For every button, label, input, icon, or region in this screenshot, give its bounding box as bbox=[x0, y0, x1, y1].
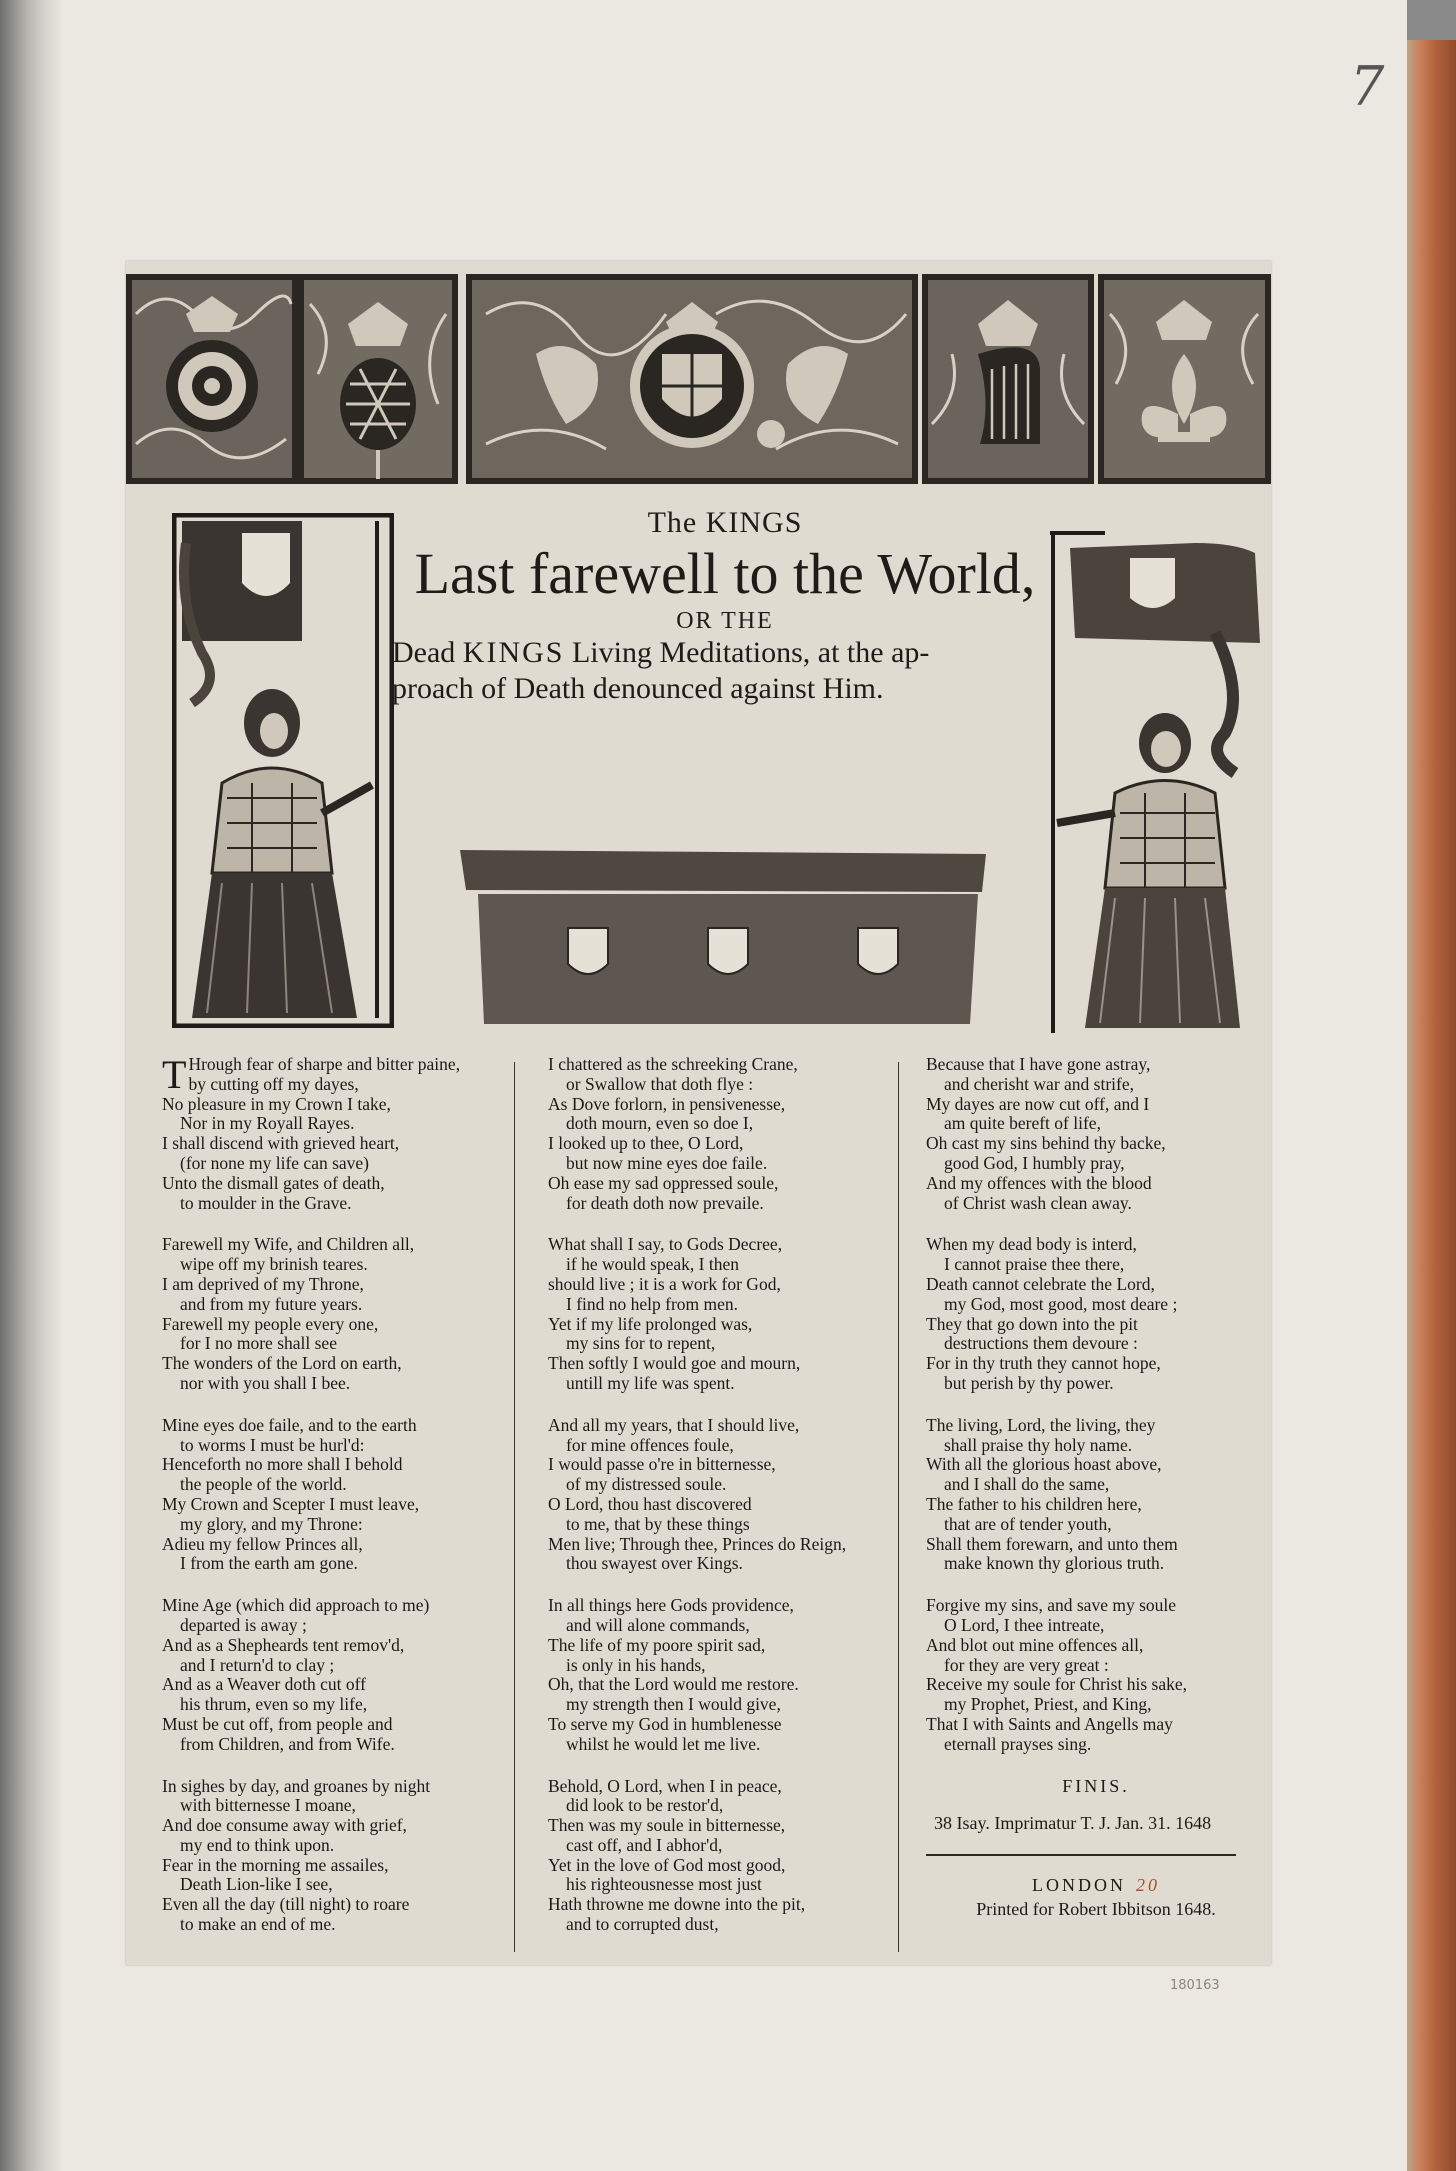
poem-line: I am deprived of my Throne, bbox=[162, 1273, 364, 1294]
poem-line: O Lord, I thee intreate, bbox=[944, 1614, 1105, 1635]
poem-line: but now mine eyes doe faile. bbox=[566, 1152, 768, 1173]
title-line-4-part-c: Living Meditations, at the ap- bbox=[564, 636, 930, 669]
poem-line: Receive my soule for Christ his sake, bbox=[926, 1674, 1187, 1695]
thistle-icon bbox=[298, 274, 458, 484]
poem-line: and cherisht war and strife, bbox=[944, 1073, 1134, 1094]
poem-line: Unto the dismall gates of death, bbox=[162, 1172, 385, 1193]
poem-line: The father to his children here, bbox=[926, 1493, 1142, 1514]
poem-line: my Prophet, Priest, and King, bbox=[944, 1694, 1152, 1715]
poem-line: And blot out mine offences all, bbox=[926, 1634, 1144, 1655]
poem-line: shall praise thy holy name. bbox=[944, 1434, 1133, 1455]
finis: FINIS. bbox=[1062, 1775, 1130, 1796]
poem-line: and I return'd to clay ; bbox=[180, 1654, 335, 1675]
poem-line: With all the glorious hoast above, bbox=[926, 1454, 1162, 1475]
poem-line: by cutting off my dayes, bbox=[188, 1073, 359, 1094]
poem-line: or Swallow that doth flye : bbox=[566, 1073, 754, 1094]
thistle-woodcut bbox=[298, 274, 458, 484]
poem-line: did look to be restor'd, bbox=[566, 1795, 724, 1816]
poem-line: Oh ease my sad oppressed soule, bbox=[548, 1172, 779, 1193]
stanza bbox=[162, 1596, 502, 1754]
poem-column-1 bbox=[162, 1052, 502, 1957]
poem-line: eternall prayses sing. bbox=[944, 1733, 1092, 1754]
poem-line: his righteousnesse most just bbox=[566, 1874, 762, 1895]
poem-line: Men live; Through thee, Princes do Reign, bbox=[548, 1533, 847, 1554]
poem-line: am quite bereft of life, bbox=[944, 1113, 1101, 1134]
stanza bbox=[926, 1416, 1266, 1574]
poem-line: That I with Saints and Angells may bbox=[926, 1713, 1173, 1734]
fleur-de-lis-icon bbox=[1098, 274, 1271, 484]
poem-line: untill my life was spent. bbox=[566, 1372, 735, 1393]
poem-line: In sighes by day, and groanes by night bbox=[162, 1775, 431, 1796]
stanza bbox=[548, 1596, 888, 1754]
shelfmark: 180163 bbox=[1170, 1978, 1220, 1993]
title-line-3: OR THE bbox=[676, 608, 774, 634]
poem-line: my end to think upon. bbox=[180, 1834, 335, 1855]
stanza bbox=[548, 1055, 888, 1213]
poem-line: of my distressed soule. bbox=[566, 1474, 727, 1495]
poem-line: and from my future years. bbox=[180, 1293, 363, 1314]
imprint-place bbox=[926, 1876, 1266, 1896]
poem-column-2 bbox=[548, 1055, 888, 1957]
poem-line: with bitternesse I moane, bbox=[180, 1795, 356, 1816]
title-line-4-kings: KINGS bbox=[462, 636, 565, 669]
poem-line: thou swayest over Kings. bbox=[566, 1553, 743, 1574]
poem-line: is only in his hands, bbox=[566, 1654, 706, 1675]
tudor-rose-icon bbox=[126, 274, 298, 484]
poem-line: My dayes are now cut off, and I bbox=[926, 1093, 1150, 1114]
title-line-5: proach of Death denounced against Him. bbox=[392, 672, 884, 705]
poem-line: O Lord, thou hast discovered bbox=[548, 1493, 752, 1514]
stanza bbox=[162, 1777, 502, 1935]
poem-line: doth mourn, even so doe I, bbox=[566, 1113, 754, 1134]
stanza bbox=[926, 1055, 1266, 1213]
harp-woodcut bbox=[922, 274, 1094, 484]
poem-line: And doe consume away with grief, bbox=[162, 1815, 407, 1836]
poem-line: And my offences with the blood bbox=[926, 1172, 1152, 1193]
poem-line: the people of the world. bbox=[180, 1474, 347, 1495]
right-figure-woodcut bbox=[1045, 523, 1270, 1038]
poem-line: Then was my soule in bitternesse, bbox=[548, 1815, 786, 1836]
poem-line: The life of my poore spirit sad, bbox=[548, 1634, 766, 1655]
column-rule bbox=[514, 1062, 515, 1952]
poem-line: The living, Lord, the living, they bbox=[926, 1414, 1156, 1435]
poem-line: Fear in the morning me assailes, bbox=[162, 1854, 389, 1875]
poem-line: Shall them forewarn, and unto them bbox=[926, 1533, 1178, 1554]
imprimatur: 38 Isay. Imprimatur T. J. Jan. 31. 1648 bbox=[934, 1813, 1212, 1834]
title-line-4-part-a: Dead bbox=[392, 636, 463, 669]
imprint-place-text: LONDON bbox=[1032, 1875, 1126, 1896]
left-figure-woodcut bbox=[172, 513, 394, 1028]
poem-line: Behold, O Lord, when I in peace, bbox=[548, 1775, 782, 1796]
poem-line: Oh cast my sins behind thy backe, bbox=[926, 1133, 1166, 1154]
poem-line: I chattered as the schreeking Crane, bbox=[548, 1054, 798, 1074]
poem-line: if he would speak, I then bbox=[566, 1254, 740, 1275]
poem-line: and to corrupted dust, bbox=[566, 1914, 719, 1935]
poem-line: In all things here Gods providence, bbox=[548, 1595, 794, 1616]
poem-line: They that go down into the pit bbox=[926, 1313, 1138, 1334]
poem-line: to make an end of me. bbox=[180, 1914, 336, 1935]
poem-line: Yet if my life prolonged was, bbox=[548, 1313, 753, 1334]
stanza bbox=[162, 1052, 502, 1213]
poem-line: Hrough fear of sharpe and bitter paine, bbox=[188, 1054, 461, 1074]
pencil-mark: 20 bbox=[1136, 1875, 1160, 1896]
title-line-2: Last farewell to the World, bbox=[414, 541, 1036, 606]
poem-column-3 bbox=[926, 1055, 1266, 1920]
stanza bbox=[548, 1416, 888, 1574]
royal-arms-woodcut bbox=[466, 274, 918, 484]
poem-line: cast off, and I abhor'd, bbox=[566, 1834, 723, 1855]
poem-line: of Christ wash clean away. bbox=[944, 1192, 1132, 1213]
poem-line: Because that I have gone astray, bbox=[926, 1054, 1151, 1074]
coffin-icon bbox=[458, 848, 996, 1026]
poem-line: my sins for to repent, bbox=[566, 1333, 716, 1354]
poem-line: Hath throwne me downe into the pit, bbox=[548, 1894, 806, 1915]
poem-line: make known thy glorious truth. bbox=[944, 1553, 1165, 1574]
stanza bbox=[548, 1777, 888, 1935]
poem-line: my God, most good, most deare ; bbox=[944, 1293, 1178, 1314]
poem-line: to worms I must be hurl'd: bbox=[180, 1434, 365, 1455]
poem-line: I looked up to thee, O Lord, bbox=[548, 1133, 744, 1154]
stanza bbox=[548, 1235, 888, 1393]
poem-line: good God, I humbly pray, bbox=[944, 1152, 1125, 1173]
gilt-fore-edge bbox=[1407, 40, 1456, 2171]
poem-line: destructions them devoure : bbox=[944, 1333, 1138, 1354]
harp-icon bbox=[922, 274, 1094, 484]
column-rule bbox=[898, 1062, 899, 1952]
poem-line: The wonders of the Lord on earth, bbox=[162, 1353, 402, 1374]
poem-line: Mine eyes doe faile, and to the earth bbox=[162, 1414, 417, 1435]
poem-line: from Children, and from Wife. bbox=[180, 1733, 395, 1754]
poem-line: for mine offences foule, bbox=[566, 1434, 734, 1455]
poem-line: And as a Shepheards tent remov'd, bbox=[162, 1634, 405, 1655]
book-spine bbox=[0, 0, 62, 2171]
poem-line: (for none my life can save) bbox=[180, 1152, 370, 1173]
poem-line: As Dove forlorn, in pensivenesse, bbox=[548, 1093, 786, 1114]
poem-line: Farewell my people every one, bbox=[162, 1313, 379, 1334]
poem-line: Even all the day (till night) to roare bbox=[162, 1894, 410, 1915]
folio-number: 7 bbox=[1350, 55, 1385, 118]
poem-line: departed is away ; bbox=[180, 1614, 307, 1635]
standard-bearer-left-icon bbox=[172, 513, 394, 1028]
title-line-4 bbox=[380, 635, 1070, 671]
title-line-1: The KINGS bbox=[647, 506, 803, 539]
poem-line: I shall discend with grieved heart, bbox=[162, 1133, 400, 1154]
fleur-de-lis-woodcut bbox=[1098, 274, 1271, 484]
poem-line: I would passe o're in bitternesse, bbox=[548, 1454, 776, 1475]
poem-line: that are of tender youth, bbox=[944, 1513, 1112, 1534]
poem-line: Death Lion-like I see, bbox=[180, 1874, 333, 1895]
stanza bbox=[162, 1235, 502, 1393]
poem-line: whilst he would let me live. bbox=[566, 1733, 761, 1754]
poem-line: I from the earth am gone. bbox=[180, 1553, 358, 1574]
poem-line: Farewell my Wife, and Children all, bbox=[162, 1234, 415, 1255]
poem-line: Nor in my Royall Rayes. bbox=[180, 1113, 355, 1134]
poem-line: I find no help from men. bbox=[566, 1293, 739, 1314]
broadside-title bbox=[380, 505, 1070, 707]
poem-line: for death doth now prevaile. bbox=[566, 1192, 764, 1213]
drop-cap-initial: T bbox=[162, 1052, 187, 1097]
poem-line: No pleasure in my Crown I take, bbox=[162, 1093, 391, 1114]
poem-line: Oh, that the Lord would me restore. bbox=[548, 1674, 799, 1695]
poem-line: his thrum, even so my life, bbox=[180, 1694, 368, 1715]
poem-line: And as a Weaver doth cut off bbox=[162, 1674, 366, 1695]
poem-line: To serve my God in humblenesse bbox=[548, 1713, 782, 1734]
stanza bbox=[162, 1416, 502, 1574]
colophon-rule bbox=[926, 1854, 1236, 1856]
poem-line: Must be cut off, from people and bbox=[162, 1713, 393, 1734]
standard-bearer-right-icon bbox=[1045, 523, 1270, 1038]
poem-line: my strength then I would give, bbox=[566, 1694, 781, 1715]
poem-line: for I no more shall see bbox=[180, 1333, 337, 1354]
poem-line: should live ; it is a work for God, bbox=[548, 1273, 781, 1294]
printer-statement: Printed for Robert Ibbitson 1648. bbox=[976, 1898, 1216, 1919]
poem-line: but perish by thy power. bbox=[944, 1372, 1114, 1393]
poem-line: nor with you shall I bee. bbox=[180, 1372, 351, 1393]
poem-line: Mine Age (which did approach to me) bbox=[162, 1595, 430, 1616]
poem-line: wipe off my brinish teares. bbox=[180, 1254, 368, 1275]
poem-line: Yet in the love of God most good, bbox=[548, 1854, 786, 1875]
poem-line: Henceforth no more shall I behold bbox=[162, 1454, 403, 1475]
poem-line: my glory, and my Throne: bbox=[180, 1513, 363, 1534]
poem-line: and I shall do the same, bbox=[944, 1474, 1110, 1495]
poem-line: What shall I say, to Gods Decree, bbox=[548, 1234, 783, 1255]
poem-line: I cannot praise thee there, bbox=[944, 1254, 1125, 1275]
tudor-rose-woodcut bbox=[126, 274, 298, 484]
poem-line: Adieu my fellow Princes all, bbox=[162, 1533, 363, 1554]
poem-line: When my dead body is interd, bbox=[926, 1234, 1137, 1255]
stanza bbox=[926, 1596, 1266, 1754]
poem-line: My Crown and Scepter I must leave, bbox=[162, 1493, 420, 1514]
poem-line: And all my years, that I should live, bbox=[548, 1414, 800, 1435]
royal-arms-icon bbox=[466, 274, 918, 484]
stanza bbox=[926, 1235, 1266, 1393]
poem-line: Then softly I would goe and mourn, bbox=[548, 1353, 801, 1374]
poem-line: to moulder in the Grave. bbox=[180, 1192, 352, 1213]
poem-line: to me, that by these things bbox=[566, 1513, 750, 1534]
poem-line: Forgive my sins, and save my soule bbox=[926, 1595, 1177, 1616]
poem-line: for they are very great : bbox=[944, 1654, 1109, 1675]
poem-line: Death cannot celebrate the Lord, bbox=[926, 1273, 1155, 1294]
poem-line: and will alone commands, bbox=[566, 1614, 750, 1635]
poem-line: For in thy truth they cannot hope, bbox=[926, 1353, 1161, 1374]
coffin-woodcut bbox=[458, 848, 996, 1026]
